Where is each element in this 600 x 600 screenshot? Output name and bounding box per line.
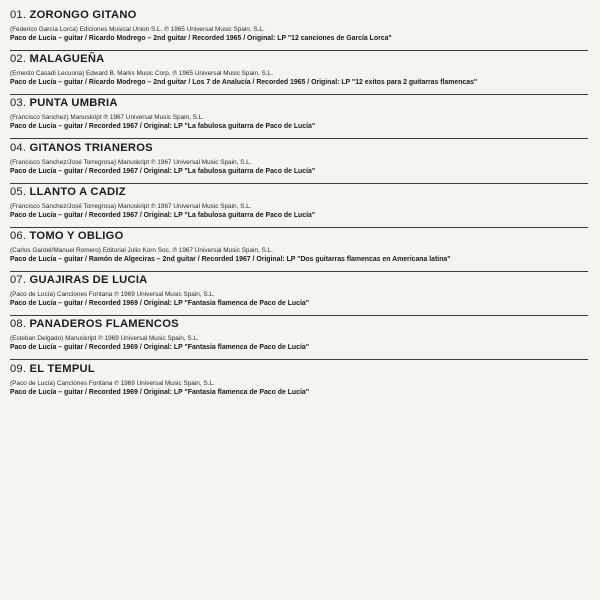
track-entry-07 xyxy=(10,274,588,318)
track-performers: Paco de Lucía – guitar / Recorded 1969 / Original: LP "Fantasia flamenca de Paco de Lucía" xyxy=(10,344,309,352)
track-name: TOMO Y OBLIGO xyxy=(29,229,124,242)
track-name: LLANTO A CADIZ xyxy=(29,185,126,198)
track-title xyxy=(10,53,588,67)
track-credits: (Francisco Sánchez/José Torregrosa) Manuskript ℗ 1967 Universal Music Spain, S.L. xyxy=(10,158,252,166)
track-title xyxy=(10,142,588,156)
divider-line xyxy=(10,94,588,95)
track-credits: (Francisco Sánchez/José Torregrosa) Manuskript ℗ 1967 Universal Music Spain, S.L. xyxy=(10,202,252,210)
track-title xyxy=(10,318,588,332)
track-entry-05 xyxy=(10,186,588,230)
track-entry-09 xyxy=(10,363,588,407)
track-title xyxy=(10,363,588,377)
track-credits: (Francisco Sánchez) Manuskript ℗ 1967 Universal Music Spain, S.L. xyxy=(10,114,205,122)
track-credits: (Paco de Lucía) Canciones Fontana ℗ 1969 Universal Music Spain, S.L. xyxy=(10,379,215,387)
track-number: 09. xyxy=(10,362,27,375)
track-listing xyxy=(10,9,588,407)
track-entry-03 xyxy=(10,97,588,141)
track-name: ZORONGO GITANO xyxy=(29,9,137,21)
track-title xyxy=(10,97,588,111)
track-performers: Paco de Lucía – guitar / Ramón de Algeciras – 2nd guitar / Recorded 1967 / Original: LP "Dos guitarras flamencas en Americana latina" xyxy=(10,255,451,263)
track-title xyxy=(10,9,588,23)
divider-line xyxy=(10,359,588,360)
track-credits: (Carlos Gardel/Manuel Romero) Editorial Julio Korn Soc. ℗ 1967 Universal Music Spain, S.L. xyxy=(10,246,273,254)
track-credits: (Federico García Lorca) Ediciones Musical Union S.L. ℗ 1965 Universal Music Spain, S.L. xyxy=(10,26,265,33)
track-name: GUAJIRAS DE LUCIA xyxy=(29,274,148,287)
track-performers: Paco de Lucía – guitar / Recorded 1967 / Original: LP "La fabulosa guitarra de Paco de Lucía" xyxy=(10,123,316,131)
track-name: PUNTA UMBRIA xyxy=(29,97,118,110)
track-name: PANADEROS FLAMENCOS xyxy=(29,318,179,331)
track-number: 04. xyxy=(10,141,27,154)
track-performers: Paco de Lucía – guitar / Recorded 1969 / Original: LP "Fantasia flamenca de Paco de Lucía" xyxy=(10,388,309,396)
track-title xyxy=(10,186,588,200)
track-number: 03. xyxy=(10,97,27,110)
divider-line xyxy=(10,227,588,228)
track-credits: (Esteban Delgado) Manuskript ℗ 1969 Universal Music Spain, S.L. xyxy=(10,335,199,343)
track-entry-08 xyxy=(10,318,588,362)
track-performers: Paco de Lucía – guitar / Ricardo Modrego – 2nd guitar / Recorded 1965 / Original: LP "12 canciones de García Lorca" xyxy=(10,35,392,42)
track-name: MALAGUEÑA xyxy=(29,53,105,66)
divider-line xyxy=(10,271,588,272)
divider-line xyxy=(10,50,588,51)
track-performers: Paco de Lucía – guitar / Recorded 1967 / Original: LP "La fabulosa guitarra de Paco de Lucía" xyxy=(10,211,316,219)
track-name: EL TEMPUL xyxy=(29,362,95,375)
track-name: GITANOS TRIANEROS xyxy=(29,141,153,154)
track-performers: Paco de Lucía – guitar / Recorded 1967 / Original: LP "La fabulosa guitarra de Paco de Lucía" xyxy=(10,167,316,175)
track-number: 01. xyxy=(10,9,27,21)
track-performers: Paco de Lucía – guitar / Recorded 1969 / Original: LP "Fantasia flamenca de Paco de Lucía" xyxy=(10,300,309,308)
divider-line xyxy=(10,315,588,316)
track-number: 08. xyxy=(10,318,27,331)
track-entry-01 xyxy=(10,9,588,53)
track-entry-02 xyxy=(10,53,588,97)
track-title xyxy=(10,274,588,288)
track-performers: Paco de Lucía – guitar / Ricardo Modrego – 2nd guitar / Los 7 de Analucía / Recorded 1965 / Original: LP "12 exitos para 2 guitarras flamencas" xyxy=(10,79,478,87)
divider-line xyxy=(10,183,588,184)
divider-line xyxy=(10,138,588,139)
track-entry-06 xyxy=(10,230,588,274)
track-entry-04 xyxy=(10,142,588,186)
track-title xyxy=(10,230,588,244)
track-number: 05. xyxy=(10,185,27,198)
track-credits: (Ernesto Casadi Lecuona) Edward B. Marks Music Corp. ℗ 1965 Universal Music Spain, S.L. xyxy=(10,70,273,78)
track-number: 02. xyxy=(10,53,27,66)
track-number: 07. xyxy=(10,274,27,287)
track-credits: (Paco de Lucía) Canciones Fontana ℗ 1969 Universal Music Spain, S.L. xyxy=(10,291,215,299)
track-number: 06. xyxy=(10,229,27,242)
